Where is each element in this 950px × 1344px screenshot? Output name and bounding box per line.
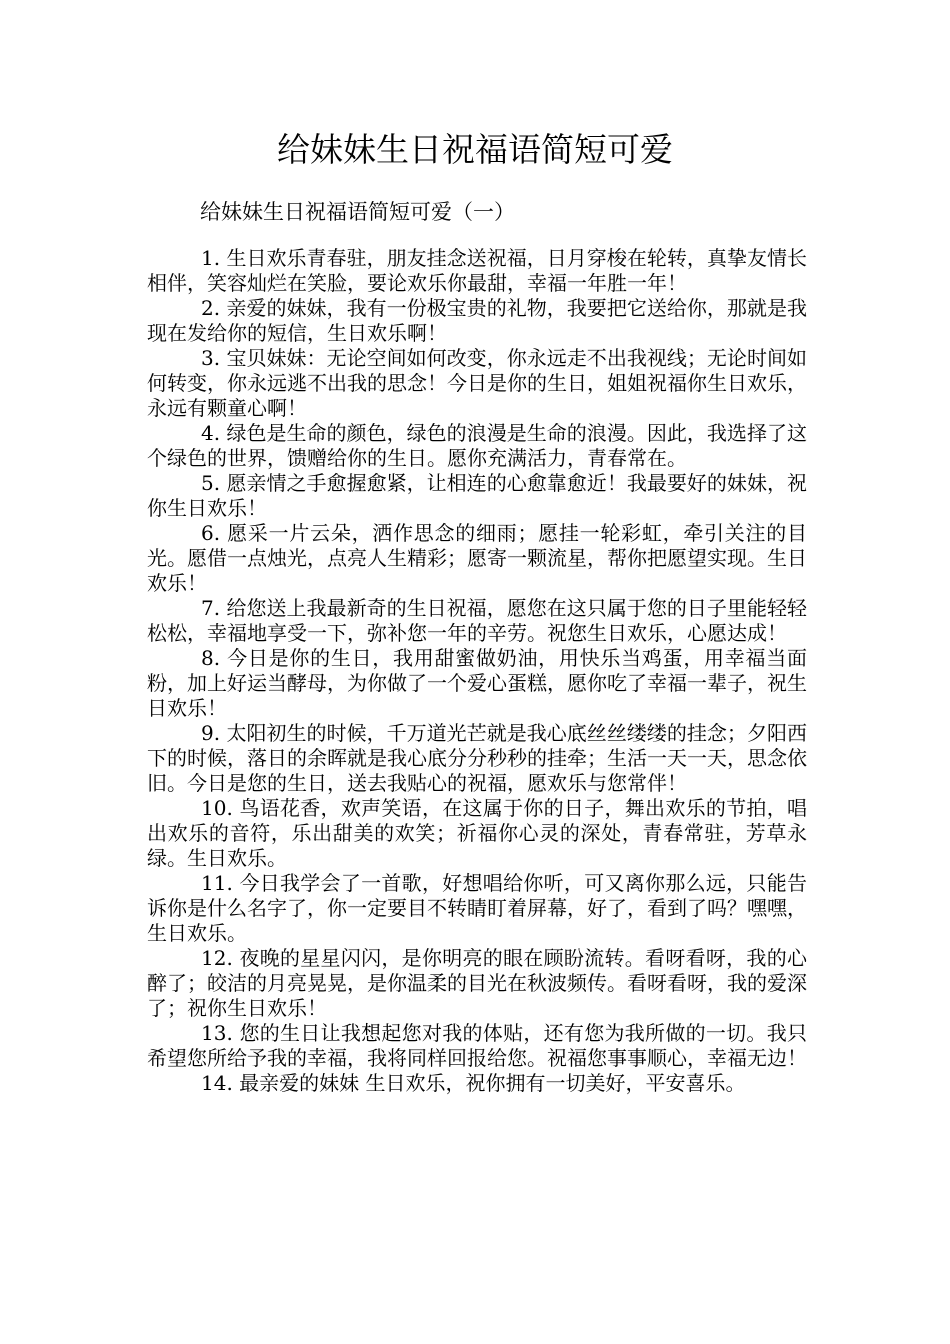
wish-item-9: 9. 太阳初生的时候，千万道光芒就是我心底丝丝缕缕的挂念；夕阳西下的时候，落日的余晖就是我心底分分秒秒的挂牵；生活一天一天，思念依旧。今日是您的生日，送去我贴心的祝福，愿欢乐与您常伴！ [147,721,807,795]
wish-item-6: 6. 愿采一片云朵，洒作思念的细雨；愿挂一轮彩虹，牵引关注的目光。愿借一点烛光，点亮人生精彩；愿寄一颗流星，帮你把愿望实现。生日欢乐！ [147,521,807,595]
wish-item-1: 1. 生日欢乐青春驻，朋友挂念送祝福，日月穿梭在轮转，真挚友情长相伴，笑容灿烂在笑脸，要论欢乐你最甜，幸福一年胜一年！ [147,246,807,295]
wish-item-13: 13. 您的生日让我想起您对我的体贴，还有您为我所做的一切。我只希望您所给予我的幸福，我将同样回报给您。祝福您事事顺心，幸福无边！ [147,1021,807,1070]
wish-item-12: 12. 夜晚的星星闪闪，是你明亮的眼在顾盼流转。看呀看呀，我的心醉了；皎洁的月亮晃晃，是你温柔的目光在秋波频传。看呀看呀，我的爱深了；祝你生日欢乐！ [147,946,807,1020]
wish-item-14: 14. 最亲爱的妹妹 生日欢乐，祝你拥有一切美好，平安喜乐。 [201,1071,746,1095]
wish-item-2: 2. 亲爱的妹妹，我有一份极宝贵的礼物，我要把它送给你，那就是我现在发给你的短信，生日欢乐啊！ [147,296,807,345]
section-subtitle: 给妹妹生日祝福语简短可爱（一） [200,200,515,224]
wish-item-11: 11. 今日我学会了一首歌，好想唱给你听，可又离你那么远，只能告诉你是什么名字了，你一定要目不转睛盯着屏幕，好了，看到了吗？嘿嘿，生日欢乐。 [147,871,807,945]
wish-item-7: 7. 给您送上我最新奇的生日祝福，愿您在这只属于您的日子里能轻轻松松，幸福地享受一下，弥补您一年的辛劳。祝您生日欢乐，心愿达成！ [147,596,807,645]
wish-item-5: 5. 愿亲情之手愈握愈紧，让相连的心愈靠愈近！我最要好的妹妹，祝你生日欢乐！ [147,471,807,520]
wish-item-8: 8. 今日是你的生日，我用甜蜜做奶油，用快乐当鸡蛋，用幸福当面粉，加上好运当酵母，为你做了一个爱心蛋糕，愿你吃了幸福一辈子，祝生日欢乐！ [147,646,807,720]
page-title: 给妹妹生日祝福语简短可爱 [277,130,673,169]
wish-list [147,246,807,1096]
wish-item-10: 10. 鸟语花香，欢声笑语，在这属于你的日子，舞出欢乐的节拍，唱出欢乐的音符，乐出甜美的欢笑；祈福你心灵的深处，青春常驻，芳草永绿。生日欢乐。 [147,796,807,870]
wish-item-4: 4. 绿色是生命的颜色，绿色的浪漫是生命的浪漫。因此，我选择了这个绿色的世界，馈赠给你的生日。愿你充满活力，青春常在。 [147,421,807,470]
wish-item-3: 3. 宝贝妹妹：无论空间如何改变，你永远走不出我视线；无论时间如何转变，你永远逃不出我的思念！今日是你的生日，姐姐祝福你生日欢乐，永远有颗童心啊！ [147,346,807,420]
